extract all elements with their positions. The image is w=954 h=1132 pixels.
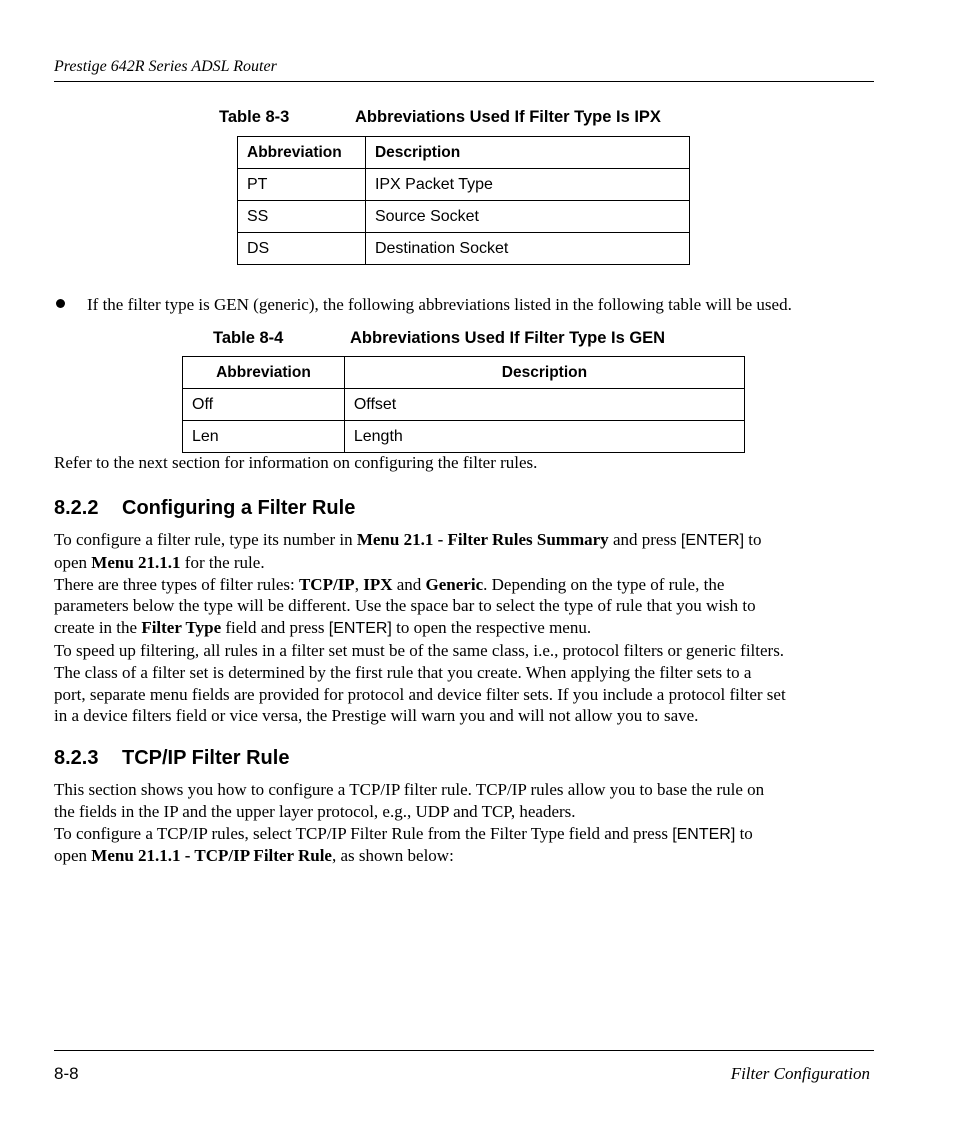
text-line: This section shows you how to configure a TCP/IP filter rule. TCP/IP rules allow you to base the rule on — [54, 780, 765, 799]
table-8-4-caption — [213, 329, 665, 348]
table-title: Abbreviations Used If Filter Type Is GEN — [350, 329, 666, 347]
body-paragraph — [54, 529, 786, 727]
table-row — [183, 421, 745, 453]
bullet-icon — [56, 299, 65, 308]
text-line: parameters below the type will be different. Use the space bar to select the type of rule that you wish to — [54, 596, 756, 616]
menu-reference: Menu 21.1.1 - TCP/IP Filter Rule — [91, 846, 332, 866]
table-header-row — [183, 357, 745, 389]
table-cell: Source Socket — [365, 201, 689, 233]
section-title: Configuring a Filter Rule — [122, 497, 356, 519]
menu-reference: Menu 21.1.1 — [91, 552, 181, 572]
table-cell: Off — [183, 389, 345, 421]
text-run: , — [354, 574, 364, 594]
menu-reference: Menu 21.1 - Filter Rules Summary — [356, 530, 609, 549]
text-line: port, separate menu fields are provided for protocol and device filter sets. If you include a protocol filter set — [54, 684, 786, 704]
key-label: [ENTER] — [680, 532, 745, 549]
table-cell: IPX Packet Type — [365, 169, 689, 201]
text-run: to — [744, 530, 762, 549]
section-number: 8.2.2 — [54, 497, 99, 519]
text-run: and — [392, 574, 426, 594]
table-cell: Offset — [344, 389, 744, 421]
text-line — [54, 552, 786, 574]
field-reference: Filter Type — [141, 618, 222, 638]
table-cell: Len — [183, 421, 345, 453]
body-paragraph: Refer to the next section for information on configuring the filter rules. — [54, 453, 538, 472]
column-header: Description — [344, 357, 744, 389]
column-header: Abbreviation — [238, 137, 366, 169]
text-line: in a device filters field or vice versa, the Prestige will warn you and will not allow you to save. — [54, 706, 699, 726]
running-header: Prestige 642R Series ADSL Router — [54, 58, 277, 75]
table-8-3 — [237, 136, 690, 265]
section-title: TCP/IP Filter Rule — [122, 747, 290, 769]
page-number: 8-8 — [54, 1064, 79, 1083]
text-run: field and press — [221, 618, 329, 638]
section-heading-8-2-3 — [54, 747, 289, 770]
table-cell: DS — [238, 233, 366, 265]
text-run: To configure a filter rule, type its number in — [54, 530, 357, 549]
chapter-title: Filter Configuration — [730, 1064, 870, 1083]
text-run: open — [54, 846, 92, 866]
table-8-4 — [182, 356, 745, 453]
text-line: The class of a filter set is determined by the first rule that you create. When applying the filter sets to a — [54, 662, 752, 682]
body-paragraph — [54, 779, 764, 867]
table-cell: PT — [238, 169, 366, 201]
table-row — [238, 201, 690, 233]
text-run: . Depending on the type of rule, the — [483, 574, 725, 594]
column-header: Abbreviation — [183, 357, 345, 389]
rule-type: IPX — [363, 574, 393, 594]
text-line: the fields in the IP and the upper layer protocol, e.g., UDP and TCP, headers. — [54, 801, 576, 821]
key-label: [ENTER] — [328, 620, 392, 638]
column-header: Description — [365, 137, 689, 169]
text-line: To speed up filtering, all rules in a filter set must be of the same class, i.e., protocol filters or generic filters. — [54, 640, 785, 660]
bullet-text: If the filter type is GEN (generic), the following abbreviations listed in the following table will be used. — [87, 295, 792, 314]
table-label: Table 8-4 — [213, 329, 284, 347]
text-run: There are three types of filter rules: — [54, 574, 299, 594]
section-number: 8.2.3 — [54, 747, 99, 769]
text-run: for the rule. — [180, 552, 265, 572]
table-8-3-caption — [219, 108, 661, 127]
text-run: , as shown below: — [331, 846, 454, 866]
table-row — [183, 389, 745, 421]
text-run: to open the respective menu. — [391, 618, 592, 638]
table-label: Table 8-3 — [219, 108, 290, 126]
table-cell: SS — [238, 201, 366, 233]
rule-type: TCP/IP — [298, 574, 355, 594]
section-heading-8-2-2 — [54, 497, 355, 520]
table-cell: Length — [344, 421, 744, 453]
text-line — [54, 617, 786, 640]
text-run: open — [54, 552, 92, 572]
rule-type: Generic — [425, 574, 484, 594]
table-row — [238, 169, 690, 201]
table-title: Abbreviations Used If Filter Type Is IPX — [355, 108, 661, 126]
text-run: to — [735, 823, 753, 843]
header-rule — [54, 81, 874, 82]
text-run: To configure a TCP/IP rules, select TCP/IP Filter Rule from the Filter Type field and press — [54, 823, 673, 843]
text-run: and press — [608, 530, 681, 549]
table-cell: Destination Socket — [365, 233, 689, 265]
text-run: create in the — [54, 618, 142, 638]
key-label: [ENTER] — [672, 825, 736, 843]
text-line — [54, 529, 786, 552]
table-header-row — [238, 137, 690, 169]
text-line — [54, 845, 764, 867]
text-line — [54, 823, 764, 846]
footer-rule — [54, 1050, 874, 1051]
table-row — [238, 233, 690, 265]
text-line — [54, 574, 786, 596]
